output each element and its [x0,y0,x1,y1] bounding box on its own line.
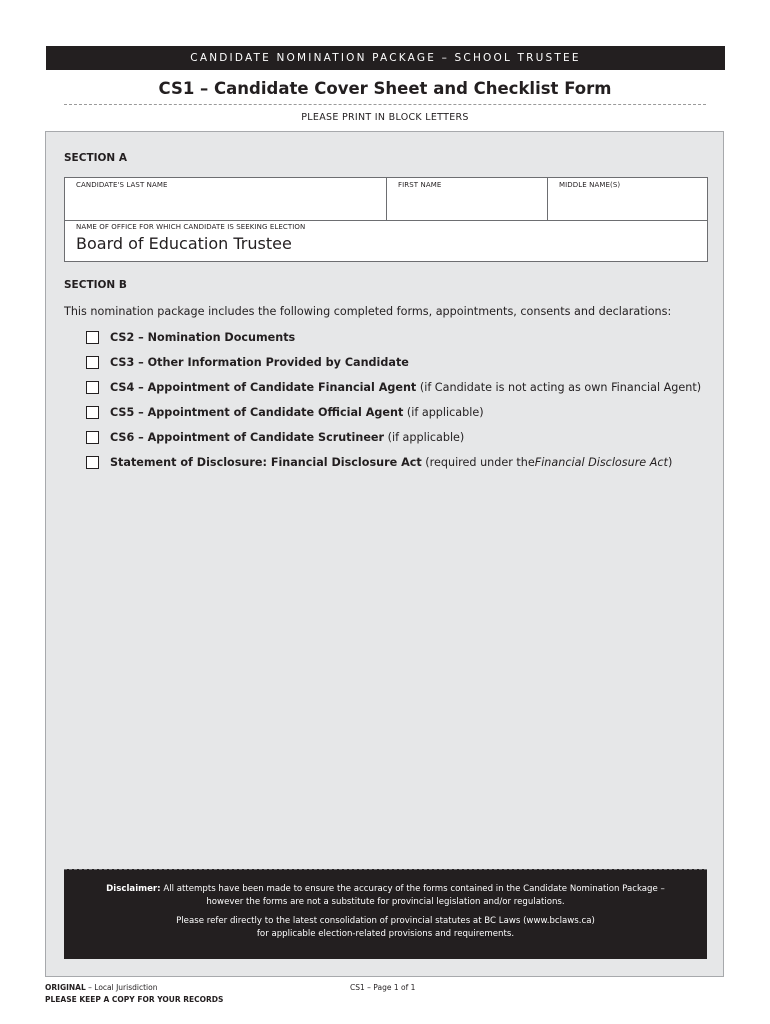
disclaimer-box [64,869,707,959]
checklist-item-cs6 [86,425,701,450]
section-b-intro: This nomination package includes the following completed forms, appointments, consents and declarations: [64,305,672,318]
form-panel [45,131,724,977]
cs6-title: CS6 – Appointment of Candidate Scrutineer [110,431,385,444]
footer-original [45,983,157,992]
forms-checklist [86,325,701,475]
print-instruction: PLEASE PRINT IN BLOCK LETTERS [301,112,469,123]
first-name-label: FIRST NAME [398,181,442,189]
package-banner [46,46,725,70]
banner-text: CANDIDATE NOMINATION PACKAGE – SCHOOL TRUSTEE [190,52,581,64]
footer-page-number: CS1 – Page 1 of 1 [350,983,416,992]
disclaimer-line-1: All attempts have been made to ensure the accuracy of the forms contained in the Candidate Nomination Package – [163,884,665,894]
disclaimer-line-4: for applicable election-related provisions and requirements. [256,928,515,939]
cs2-checkbox[interactable] [86,331,99,344]
disclaimer-divider [64,869,707,870]
checklist-item-cs3 [86,350,701,375]
column-divider [386,178,387,220]
cs3-checkbox[interactable] [86,356,99,369]
column-divider [547,178,548,220]
title-divider [64,104,706,105]
cs5-title: CS5 – Appointment of Candidate Official Agent [110,406,404,419]
checklist-item-cs4 [86,375,701,400]
disclosure-checkbox[interactable] [86,456,99,469]
last-name-label: CANDIDATE'S LAST NAME [76,181,168,189]
footer-original-label: ORIGINAL [45,983,86,992]
checklist-item-cs5 [86,400,701,425]
office-label: NAME OF OFFICE FOR WHICH CANDIDATE IS SEEKING ELECTION [76,223,306,231]
disclosure-title: Statement of Disclosure: Financial Disclosure Act [110,456,422,469]
disclosure-note-after: ) [667,456,673,469]
section-b-heading: SECTION B [64,279,127,291]
disclaimer-paragraph-1 [64,883,707,908]
cs4-checkbox[interactable] [86,381,99,394]
cs3-title: CS3 – Other Information Provided by Candidate [110,356,409,369]
disclaimer-label: Disclaimer: [106,884,161,894]
cs6-checkbox[interactable] [86,431,99,444]
cs5-note: (if applicable) [406,406,484,419]
footer-original-rest: – Local Jurisdiction [85,983,158,992]
section-a-heading: SECTION A [64,152,128,164]
footer-keep-copy: PLEASE KEEP A COPY FOR YOUR RECORDS [45,995,224,1004]
disclosure-note-before: (required under the [425,456,535,469]
checklist-item-disclosure [86,450,701,475]
cs6-note: (if applicable) [387,431,465,444]
cs5-checkbox[interactable] [86,406,99,419]
disclaimer-line-2: however the forms are not a substitute for provincial legislation and/or regulations. [206,896,565,907]
middle-name-label: MIDDLE NAME(S) [559,181,621,189]
office-value: Board of Education Trustee [76,234,292,253]
cs4-title: CS4 – Appointment of Candidate Financial Agent [110,381,417,394]
disclosure-note-act: Financial Disclosure Act [534,456,668,469]
form-title: CS1 – Candidate Cover Sheet and Checklist Form [158,79,612,98]
disclaimer-paragraph-2 [64,915,707,940]
candidate-name-table [64,177,708,262]
disclaimer-line-3: Please refer directly to the latest consolidation of provincial statutes at BC Laws (www.bclaws.ca) [176,916,595,926]
row-divider [65,220,707,221]
cs2-title: CS2 – Nomination Documents [110,331,296,344]
checklist-item-cs2 [86,325,701,350]
cs4-note: (if Candidate is not acting as own Financial Agent) [419,381,702,394]
